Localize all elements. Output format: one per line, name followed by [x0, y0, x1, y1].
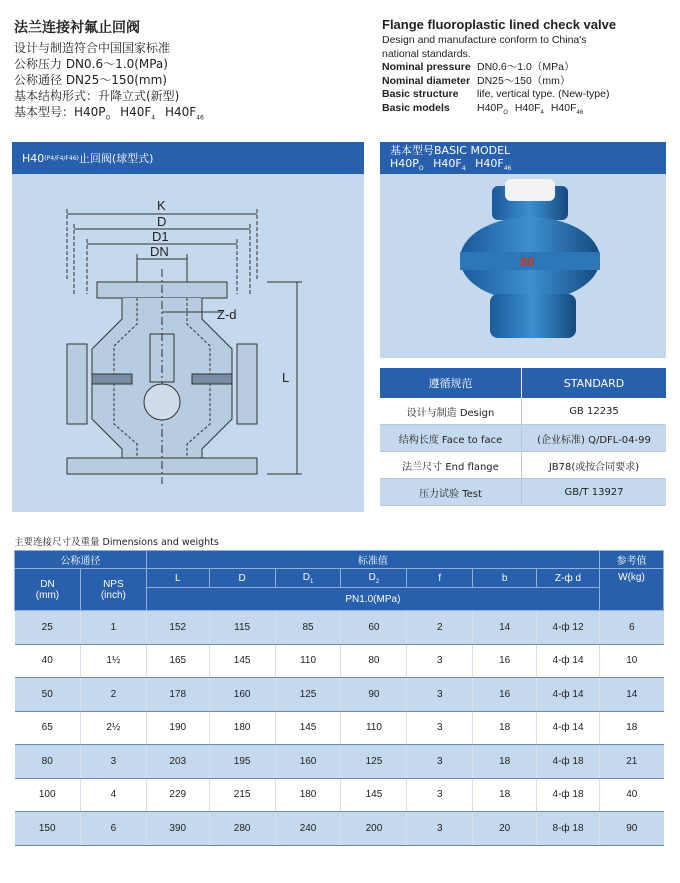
header-ref: 参考值: [600, 551, 664, 569]
table-cell: 145: [341, 778, 407, 812]
header-col: b: [473, 569, 537, 588]
cn-line: 公称压力 DN0.6～1.0(MPa): [14, 57, 168, 71]
table-cell: 150: [15, 812, 81, 846]
header-col: W(kg): [600, 569, 664, 611]
dims-table-wrap: [14, 550, 664, 846]
table-cell: 25: [15, 611, 81, 645]
header-nominal: 公称通径: [15, 551, 147, 569]
cn-line: 设计与制造符合中国国家标准: [14, 41, 171, 55]
technical-drawing-panel: [12, 174, 364, 512]
table-cell: 215: [209, 778, 275, 812]
en-row: Nominal pressure DN0.6～1.0（MPa）: [382, 61, 575, 73]
header-pn: PN1.0(MPa): [146, 588, 599, 611]
table-cell: 14: [600, 678, 664, 712]
table-cell: 110: [275, 644, 341, 678]
en-line: national standards.: [382, 47, 471, 60]
table-cell: 203: [146, 745, 209, 779]
cn-models: 基本型号：$H40P_O$ $H40F_4$ $H40F_{46}$: [14, 105, 204, 122]
en-intro: [382, 17, 616, 120]
table-cell: 80: [15, 745, 81, 779]
table-cell: 40: [15, 644, 81, 678]
table-cell: 18: [473, 778, 537, 812]
table-cell: 390: [146, 812, 209, 846]
en-row: Basic structure life, vertical type. (New-type): [382, 88, 610, 100]
header-col: $D_1$: [275, 569, 341, 588]
table-cell: 65: [15, 711, 81, 745]
table-cell: 115: [209, 611, 275, 645]
table-cell: 160: [275, 745, 341, 779]
table-cell: 3: [407, 678, 473, 712]
table-cell: 200: [341, 812, 407, 846]
table-cell: 60: [341, 611, 407, 645]
table-cell: 20: [473, 812, 537, 846]
table-cell: 18: [473, 711, 537, 745]
table-cell: 190: [146, 711, 209, 745]
table-cell: 180: [209, 711, 275, 745]
header-nps: NPS (inch): [80, 569, 146, 611]
table-cell: 165: [146, 644, 209, 678]
en-row: Basic models $H40P_O$ $H40F_4$ $H40F_{46}$: [382, 101, 584, 116]
cn-line: 基本结构形式：升降立式(新型): [14, 89, 180, 103]
dim-label-dn: DN: [150, 244, 169, 259]
valve-section-drawing: [12, 174, 364, 512]
photo-header: 基本型号BASIC MODEL $H40P_O$ $H40F_4$ $H40F_{46}$: [380, 142, 666, 174]
table-cell: 160: [209, 678, 275, 712]
table-cell: 80: [341, 644, 407, 678]
table-cell: 240: [275, 812, 341, 846]
table-cell: 6: [600, 611, 664, 645]
cn-intro: [14, 17, 204, 126]
table-cell: 16: [473, 678, 537, 712]
table-cell: 145: [209, 644, 275, 678]
table-cell: 125: [341, 745, 407, 779]
table-cell: 3: [407, 778, 473, 812]
table-cell: 2: [80, 678, 146, 712]
cn-line: 公称通径 DN25～150(mm): [14, 73, 167, 87]
table-cell: 10: [600, 644, 664, 678]
table-cell: 4-ф 18: [537, 778, 600, 812]
table-cell: 3: [407, 745, 473, 779]
table-row: [15, 711, 664, 745]
header-col: f: [407, 569, 473, 588]
table-cell: 180: [275, 778, 341, 812]
table-cell: 16: [473, 644, 537, 678]
header-dn: DN (mm): [15, 569, 81, 611]
valve-photo-panel: [380, 174, 666, 358]
table-cell: 40: [600, 778, 664, 812]
dim-label-d1: D1: [152, 229, 169, 244]
table-cell: 145: [275, 711, 341, 745]
table-row: [15, 611, 664, 645]
header-col: L: [146, 569, 209, 588]
table-cell: 2½: [80, 711, 146, 745]
standard-row: 结构长度 Face to face (企业标准) Q/DFL-04-99: [380, 425, 666, 452]
table-cell: 90: [600, 812, 664, 846]
dims-table: [14, 550, 664, 846]
table-cell: 3: [80, 745, 146, 779]
table-cell: 6: [80, 812, 146, 846]
table-cell: 18: [473, 745, 537, 779]
table-row: [15, 812, 664, 846]
table-cell: 85: [275, 611, 341, 645]
table-cell: 21: [600, 745, 664, 779]
dim-label-d: D: [157, 214, 167, 229]
header-col: $D_2$: [341, 569, 407, 588]
dim-label-l: L: [282, 370, 290, 385]
table-cell: 178: [146, 678, 209, 712]
en-title: Flange fluoroplastic lined check valve: [382, 17, 617, 32]
standard-table: [380, 368, 666, 506]
standard-row: 设计与制造 Design GB 12235: [380, 398, 666, 425]
table-cell: 2: [407, 611, 473, 645]
table-cell: 4-ф 14: [537, 678, 600, 712]
cn-title: 法兰连接衬氟止回阀: [14, 20, 140, 36]
header-standard: 标准值: [146, 551, 599, 569]
table-cell: 100: [15, 778, 81, 812]
table-cell: 280: [209, 812, 275, 846]
table-cell: 3: [407, 644, 473, 678]
table-cell: 195: [209, 745, 275, 779]
table-row: [15, 644, 664, 678]
table-cell: 3: [407, 711, 473, 745]
standard-row: 压力试验 Test GB/T 13927: [380, 479, 666, 506]
valve-photo: [380, 174, 666, 358]
table-cell: 4: [80, 778, 146, 812]
table-cell: 229: [146, 778, 209, 812]
en-row: Nominal diameter DN25～150（mm）: [382, 74, 571, 87]
table-cell: 18: [600, 711, 664, 745]
header-col: D: [209, 569, 275, 588]
table-cell: 14: [473, 611, 537, 645]
table-row: [15, 678, 664, 712]
table-cell: 152: [146, 611, 209, 645]
table-cell: 3: [407, 812, 473, 846]
table-cell: 125: [275, 678, 341, 712]
dim-label-k: K: [157, 198, 166, 213]
table-cell: 4-ф 14: [537, 711, 600, 745]
dims-caption: 主要连接尺寸及重量 Dimensions and weights: [14, 537, 219, 548]
standard-row: 法兰尺寸 End flange JB78(或按合同要求): [380, 452, 666, 479]
table-cell: 4-ф 18: [537, 745, 600, 779]
size-badge: 80: [520, 254, 535, 269]
table-cell: 8-ф 18: [537, 812, 600, 846]
table-row: [15, 778, 664, 812]
table-cell: 4-ф 12: [537, 611, 600, 645]
table-cell: 4-ф 14: [537, 644, 600, 678]
table-cell: 110: [341, 711, 407, 745]
table-cell: 1½: [80, 644, 146, 678]
en-line: Design and manufacture conform to China's: [382, 34, 587, 46]
header-col: Z-ф d: [537, 569, 600, 588]
dim-label-zd: Z-d: [217, 307, 237, 322]
table-cell: 50: [15, 678, 81, 712]
standard-header: 遵循规范 STANDARD: [380, 368, 666, 398]
table-cell: 90: [341, 678, 407, 712]
drawing-header: H40 (P 4 /F 4 /F 46 ) 止回阀(球型式): [12, 142, 364, 174]
table-row: [15, 745, 664, 779]
table-cell: 1: [80, 611, 146, 645]
